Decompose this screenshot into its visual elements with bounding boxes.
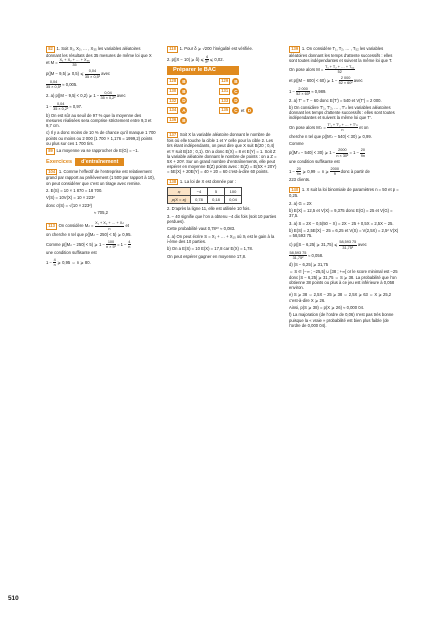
paragraph: cherche n tel que p(|M′ₙ − 540| < 30) ⩾ 0,99. <box>289 133 372 139</box>
exercise-number: 138 <box>167 179 178 186</box>
math-line: et p(|M − 600| < 60) ⩾ 1 − $\frac{2 000}{\text{52 × 60²}}$ avec <box>289 75 363 86</box>
paragraph: 2. D’après la ligne 11, elle est utilisée 10 fois. <box>167 206 251 212</box>
math-line: Comme p(|Mₙ − 250| < 5) ⩾ 1 − $\frac{100}{\text{n × 5²}}$ = 1 − $\frac{4}{n}$ <box>46 239 131 249</box>
section-tab: d’entraînement <box>75 158 124 166</box>
exercise-139: 139 1. On considère T₁, T₂, … , T₅₂ les variables aléatoires donnant les temps d’attente successifs : elles sont toutes indépendantes et suivent la même loi que T. <box>289 46 393 63</box>
probability-table <box>167 187 242 204</box>
table-cell: 0,78 <box>191 196 208 204</box>
math-line: 1 − $\frac{20}{9n}$ ⩾ 0,99 ⇔ n ⩾ $\frac{2000}{9}$ donc à partir de <box>289 166 370 176</box>
exercise-89: 89 La moyenne va se rapprocher de E(G) = −1. <box>46 148 156 155</box>
answer-letter-badge: D <box>247 107 252 113</box>
table-cell: −4 <box>191 188 208 196</box>
exercise-number: 140 <box>289 187 300 194</box>
exercise-number: 132 <box>167 98 178 105</box>
math-line: p(|M − 9,5| ⩾ 0,5) ⩽ $\frac{0,04}{\text{35 × 0,5²}}$ avec <box>46 69 111 79</box>
paragraph: e) S ⩾ 38 ⇔ 2,5X − 25 ⩾ 38 ⇔ 2,5X ⩾ 63 ⇔ X ⩾ 25,2 c’est-à-dire X ⩾ 26. <box>289 292 392 303</box>
answer-letter-badge: D <box>234 98 238 104</box>
paragraph: 223 clients. <box>289 177 311 183</box>
table-row <box>168 196 242 204</box>
answer-letter-badge: D <box>182 98 186 104</box>
paragraph: b) E(S) = 2,5E(X) − 25 = 6,25 et V(S) = V(2,5X) = 2,5² V(X) = 58,593 75. <box>289 227 399 239</box>
bac-answer-item <box>219 97 271 104</box>
bac-answer-item <box>167 97 219 104</box>
math-line: 1 − $\frac{2 000}{\text{52 × 60²}}$ ≈ 0,989. <box>289 86 327 96</box>
paragraph: f) La majoration (de l’ordre de 0,06) n’est pas très bonne puisque la « vraie » probabilité est bien plus faible (de l’ordre de 0,000 04). <box>289 312 394 328</box>
exercise-number: 133 <box>219 98 230 105</box>
exercise-number: 118 <box>167 46 178 53</box>
column-left <box>46 46 156 269</box>
exercise-number: 129 <box>219 78 230 85</box>
table-header-cell: p(X = xᵢ) <box>168 196 191 204</box>
exercise-number: 135 <box>219 107 230 114</box>
answer-letter-badge: B <box>182 117 186 123</box>
paragraph: on cherche n tel que p(|Mₙ − 250| < 5) ⩾ 0,95. <box>46 232 132 238</box>
table-header-cell: xᵢ <box>168 188 191 196</box>
paragraph: d) |S − 6,25| ⩾ 31,75 <box>289 262 329 268</box>
table-row <box>168 188 242 196</box>
column-right <box>289 46 401 330</box>
table-cell: 0,18 <box>208 196 225 204</box>
section-header <box>46 158 156 166</box>
table-cell: 5 <box>208 188 225 196</box>
answer-letter-badge: B <box>234 79 238 85</box>
exercise-137: 137 Soit X la variable aléatoire donnant le nombre de fois où elle touche la cible 1 et Y celle pour la cible 2. Les tirs étant indépendants, on peut dire que X suit B(20 ; 0,4) et Y suit B(10 ; 0,1). On a donc E(X) = 8 et E(Y) = 1. Soit Z la variable aléatoire donnant le nombre de points : on a Z = 5X + 20Y. Sur un grand nombre d’entraînements, elle peut espérer en moyenne E(Z) points avec : E(Z) = E(5X + 20Y) = 5E(X) + 20E(Y) = 40 + 20 = 60 c’est-à-dire 60 points. <box>167 131 277 175</box>
exercise-118: 118 1. Pour δ ⩾ √200 l’inégalité est vérifiée. <box>167 46 277 53</box>
bac-answer-item <box>167 78 219 85</box>
exercise-text: 1. Soit X₁, X₂, … , X₃₅ les variables aléatoires donnant les résultats des 35 mesures de même loi que X et M = <box>46 46 152 65</box>
answer-letter-badge: A <box>182 107 186 113</box>
math-line: On pose alors M = $\frac{\text{T₁ + T₂ + … + T₅₂}}{52}$ <box>289 65 355 75</box>
exercise-number: 82 <box>46 46 55 53</box>
paragraph: b) On est sûr au seuil de 97 % que la moyenne des mesures réalisées sera comprise strictement entre 9,3 et 9,7 cm. <box>46 112 152 128</box>
paragraph: Comme <box>289 140 304 146</box>
bac-answer-item <box>167 117 219 124</box>
paragraph: b) E(X) = 12,5 et V(X) = 9,375 donc E(G) = 25 et V(G) = 37,5. <box>289 207 393 219</box>
bac-answers <box>167 78 277 123</box>
paragraph: 2. a) G = 2X <box>289 200 312 206</box>
answer-letter-badge: C <box>234 88 238 94</box>
exercise-number: 104 <box>46 169 57 176</box>
math-line: $\frac{0,04}{\text{35 × 0,5²}}$ ≈ 0,005. <box>46 80 78 90</box>
exercise-number: 113 <box>46 223 57 230</box>
section-label: Exercices <box>46 158 73 165</box>
exercise-113: 113 On considère Mₙ = $\frac{\text{X₁ + X₂ + … + Xₙ}}{n}$ et <box>46 221 156 230</box>
paragraph: 4. a) On peut écrire S = X₁ + … + X₁₀ où Xᵢ est le gain à la i-ème des 10 parties. <box>167 233 275 244</box>
math-line: 1 − $\frac{0,04}{\text{35 × 0,2²}}$ ≈ 0,97. <box>46 101 83 111</box>
exercise-number: 131 <box>219 88 230 95</box>
math-line: 1 − $\frac{4}{n}$ ⩾ 0,95 ⇔ n ⩾ 80. <box>46 257 91 267</box>
exercise-140: 140 1. X suit la loi binomiale de paramètres n = 50 et p = 0,25. <box>289 186 399 199</box>
paragraph: V(S) = 10V(X) = 10 × 223² <box>46 195 95 201</box>
paragraph: 3. a) S = 2X − 0,5(50 − X) = 2X − 25 + 0,5X = 2,5X − 25. <box>289 220 394 226</box>
answer-separator: et <box>240 107 245 113</box>
math-line: p(|M′ₙ − 540| < 30) ⩾ 1 − $\frac{2000}{\text{n × 30²}}$ = 1 − $\frac{20}{9n}$ <box>289 148 365 158</box>
exercise-82 <box>46 46 156 67</box>
exercise-number: 134 <box>167 107 178 114</box>
paragraph: 2. a) T′ = T − 60 donc E(T′) = 540 et V(T′) = 2 000. <box>289 97 382 103</box>
paragraph: donc σ(S) = √(10 × 223²) <box>46 202 93 208</box>
exercise-number: 89 <box>46 148 55 155</box>
column-middle <box>167 46 277 261</box>
paragraph: une condition suffisante est <box>289 159 340 165</box>
bac-answer-item <box>219 107 271 114</box>
paragraph: Ainsi, p(S ⩾ 38) = p(X ⩾ 26) ≈ 0,000 04. <box>289 305 365 311</box>
math-line: c) p(|S − 6,25| ⩾ 31,75) ⩽ $\frac{58,593 75}{\text{31,75²}}$ avec <box>289 240 367 250</box>
exercise-138: 138 1. La loi de X est donnée par : <box>167 179 277 186</box>
paragraph: b) On considère T′₁, T′₂, … , T′ₙ les variables aléatoires donnant les temps d’attente successifs : elles sont toutes indépendantes et suivent la même loi que T′. <box>289 104 395 121</box>
paragraph: On peut espérer gagner en moyenne 17,8. <box>167 253 247 259</box>
page-number: 510 <box>8 595 19 602</box>
bac-answer-item <box>167 107 219 114</box>
paragraph: b) On a E(S) = 10 E(X) = 17,8 car E(X) = 1,78. <box>167 246 253 252</box>
paragraph: Cette probabilité vaut 0,78¹⁰ ≈ 0,083. <box>167 226 236 232</box>
math-line: $\frac{58,593 75}{\text{31,75²}}$ ≈ 0,058. <box>289 251 324 261</box>
bac-answer-item <box>219 88 271 95</box>
table-cell: 100 <box>225 188 242 196</box>
exercise-number: 130 <box>167 88 178 95</box>
exercise-number: 128 <box>167 78 178 85</box>
paragraph: c) Il y a donc moins de 10 % de chance qu’il manque 1 700 points ou moins ou 2 000 (1 700 × 1,176 = 1999,2) points ou plus sur ces 1 700 tirs. <box>46 130 156 146</box>
paragraph: ⇔ S ∈ ]−∞ ; −25,5] ∪ [38 ; +∞[ or le score minimal est −25 donc |S − 6,25| ⩾ 31,75 ⇔ S ⩾ 38. La probabilité que l’on obtienne 38 points ou plus à ce jeu est inférieure à 0,058 environ. <box>289 269 398 291</box>
answer-letter-badge: B <box>182 88 186 94</box>
paragraph: ≈ 705,2 <box>94 210 108 216</box>
bac-answer-item <box>219 78 271 85</box>
answer-letter-badge: B <box>182 79 186 85</box>
exercise-104: 104 1. Comme l’effectif de l’entreprise est relativement grand par rapport au prélèvement (1 500 par rapport à 10), on peut considérer que c’est un tirage avec remise. <box>46 168 155 186</box>
exercise-number: 136 <box>167 117 178 124</box>
math-line: On pose alors M′ₙ = $\frac{\text{T′₁ + T′₂ + … + T′ₙ}}{n}$ et on <box>289 122 369 132</box>
fraction: $\frac{\text{X₁ + X₂ + … + X₃₅}}{35}$ <box>59 57 90 67</box>
math-line: 2. p(|X − 10| ⩾ δ) ⩽ $\frac{4}{\text{δ²}}$ ⩽ 0,02. <box>167 54 224 64</box>
bac-section-title: Préparer le BAC <box>167 66 239 75</box>
paragraph: 3. − 40 signifie que l’on a obtenu −4 dix fois (soit 10 parties perdues). <box>167 213 277 224</box>
bac-answer-item <box>167 88 219 95</box>
math-line: 2. a) p(|M − 9,5| < 0,2) ⩾ 1 − $\frac{0,04}{\text{35 × 0,2²}}$ avec <box>46 90 126 101</box>
paragraph: 2. E(S) = 10 × 1 870 = 18 700. <box>46 187 103 193</box>
paragraph: une condition suffisante est <box>46 250 97 256</box>
exercise-number: 137 <box>167 132 178 139</box>
table-cell: 0,04 <box>225 196 242 204</box>
exercise-number: 139 <box>289 46 300 53</box>
answer-letter-badge: C <box>234 107 238 113</box>
